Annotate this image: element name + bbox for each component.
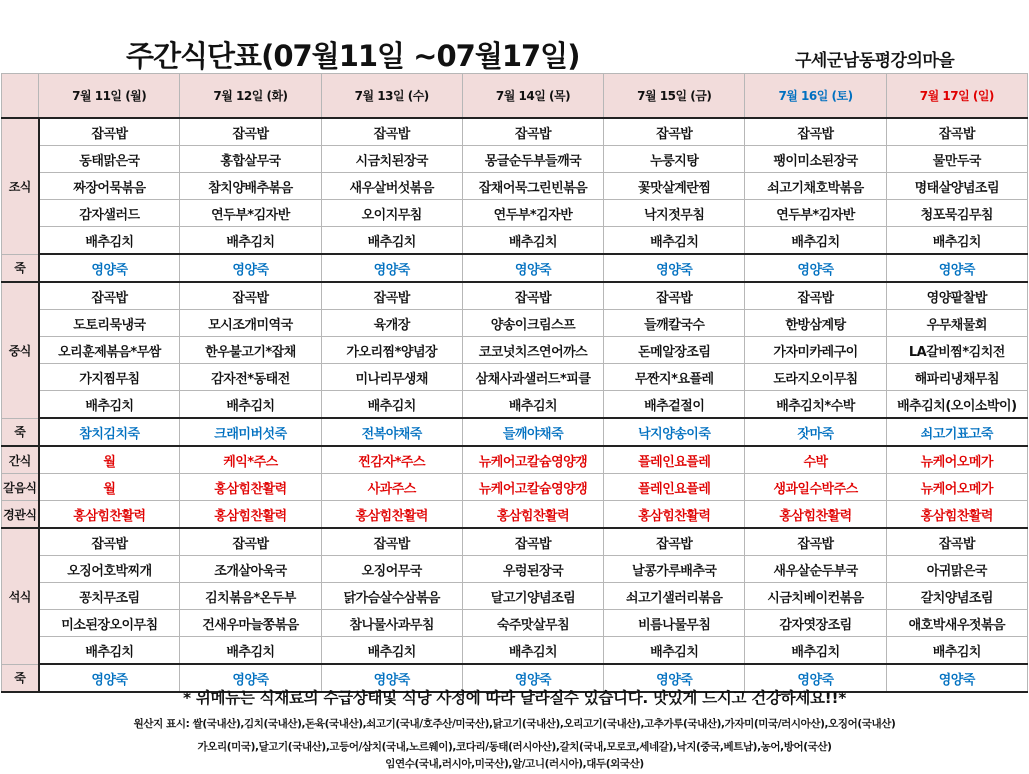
menu-cell: 뉴케어고칼슘영양갱 — [462, 446, 603, 474]
menu-cell: LA갈비찜*김치전 — [886, 337, 1027, 364]
notice-text: * 위메뉴는 식재료의 수급상태및 식당 사정에 따라 달라질수 있습니다. 맛있게 드시고 건강하세요!!* — [182, 689, 847, 707]
menu-cell: 갈치양념조림 — [886, 583, 1027, 610]
menu-cell: 가자미카레구이 — [745, 337, 886, 364]
menu-cell: 꽃맛살계란찜 — [604, 173, 745, 200]
menu-cell: 배추김치 — [462, 391, 603, 419]
menu-cell: 몽글순두부들깨국 — [462, 146, 603, 173]
menu-cell: 코코넛치즈연어까스 — [462, 337, 603, 364]
menu-cell: 청포묵김무침 — [886, 200, 1027, 227]
menu-cell: 무짠지*요플레 — [604, 364, 745, 391]
menu-cell: 배추김치 — [604, 227, 745, 255]
porridge-label: 죽 — [2, 664, 39, 692]
menu-cell: 물만두국 — [886, 146, 1027, 173]
lunch-row — [2, 337, 1028, 364]
menu-cell: 영양죽 — [604, 664, 745, 692]
snack-row — [2, 446, 1028, 474]
menu-cell: 잡곡밥 — [604, 282, 745, 310]
menu-cell: 도토리묵냉국 — [39, 310, 180, 337]
menu-cell: 육개장 — [321, 310, 462, 337]
menu-cell: 비름나물무침 — [604, 610, 745, 637]
menu-cell: 잡곡밥 — [462, 282, 603, 310]
menu-cell: 영양죽 — [462, 254, 603, 282]
menu-cell: 영양죽 — [886, 254, 1027, 282]
menu-cell: 달고기양념조림 — [462, 583, 603, 610]
day-header: 7월 13일 (수) — [321, 74, 462, 119]
dinner-row — [2, 637, 1028, 665]
menu-cell: 플레인요플레 — [604, 474, 745, 501]
menu-cell: 들깨칼국수 — [604, 310, 745, 337]
menu-cell: 조개살아욱국 — [180, 556, 321, 583]
menu-cell: 새우살순두부국 — [745, 556, 886, 583]
lunch-label: 중식 — [2, 282, 39, 418]
menu-cell: 우무채물회 — [886, 310, 1027, 337]
day-header: 7월 15일 (금) — [604, 74, 745, 119]
menu-cell: 배추김치 — [39, 227, 180, 255]
menu-cell: 배추김치*수박 — [745, 391, 886, 419]
menu-cell: 감자샐러드 — [39, 200, 180, 227]
lunch-row — [2, 310, 1028, 337]
day-header: 7월 14일 (목) — [462, 74, 603, 119]
menu-cell: 낙지양송이죽 — [604, 418, 745, 446]
menu-cell: 찐감자*주스 — [321, 446, 462, 474]
menu-cell: 홍합살무국 — [180, 146, 321, 173]
menu-cell: 배추김치 — [462, 637, 603, 665]
menu-cell: 참치양배추볶음 — [180, 173, 321, 200]
header-corner — [2, 74, 39, 119]
breakfast-row — [2, 146, 1028, 173]
breakfast-label: 조식 — [2, 118, 39, 254]
menu-cell: 잡곡밥 — [321, 282, 462, 310]
menu-cell: 수박 — [745, 446, 886, 474]
menu-cell: 영양죽 — [39, 664, 180, 692]
breakfast-porridge-row — [2, 254, 1028, 282]
dinner-row — [2, 528, 1028, 556]
menu-cell: 돈메알장조림 — [604, 337, 745, 364]
menu-cell: 오이지무침 — [321, 200, 462, 227]
menu-cell: 홍삼힘찬활력 — [321, 501, 462, 529]
menu-cell: 잡곡밥 — [745, 118, 886, 146]
menu-cell: 날콩가루배추국 — [604, 556, 745, 583]
menu-cell: 뉴케어오메가 — [886, 446, 1027, 474]
menu-cell: 건새우마늘쫑볶음 — [180, 610, 321, 637]
menu-cell: 미소된장오이무침 — [39, 610, 180, 637]
menu-cell: 누룽지탕 — [604, 146, 745, 173]
menu-cell: 팽이미소된장국 — [745, 146, 886, 173]
origin-line-1: 원산지 표시: 쌀(국내산),김치(국내산),돈육(국내산),쇠고기(국내/호주산/미국산),닭고기(국내산),오리고기(국내산),고추가루(국내산),가자미(미국/러시아산),오징어(국내산) — [133, 718, 896, 730]
day-header: 7월 12일 (화) — [180, 74, 321, 119]
menu-cell: 한방삼계탕 — [745, 310, 886, 337]
diabetic-label: 갈음식 — [2, 474, 39, 501]
menu-cell: 해파리냉채무침 — [886, 364, 1027, 391]
diabetic-row — [2, 474, 1028, 501]
page-title: 주간식단표(07월11일 ~07월17일) — [126, 39, 580, 73]
menu-cell: 잡곡밥 — [462, 528, 603, 556]
weekly-menu-table — [1, 73, 1028, 693]
menu-cell: 크래미버섯죽 — [180, 418, 321, 446]
menu-cell: 우렁된장국 — [462, 556, 603, 583]
menu-cell: 배추김치 — [886, 227, 1027, 255]
tube-label: 경관식 — [2, 501, 39, 529]
menu-cell: 배추김치(오이소박이) — [886, 391, 1027, 419]
dinner-row — [2, 610, 1028, 637]
breakfast-row — [2, 173, 1028, 200]
menu-cell: 들깨야채죽 — [462, 418, 603, 446]
menu-cell: 잡곡밥 — [180, 118, 321, 146]
menu-cell: 홍삼힘찬활력 — [886, 501, 1027, 529]
menu-cell: 짜장어묵볶음 — [39, 173, 180, 200]
menu-cell: 홍삼힘찬활력 — [745, 501, 886, 529]
menu-cell: 꽁치무조림 — [39, 583, 180, 610]
menu-cell: 명태살양념조림 — [886, 173, 1027, 200]
menu-cell: 배추김치 — [180, 637, 321, 665]
menu-cell: 쇠고기샐러리볶음 — [604, 583, 745, 610]
menu-cell: 배추김치 — [39, 391, 180, 419]
menu-cell: 영양죽 — [321, 254, 462, 282]
menu-cell: 시금치베이컨볶음 — [745, 583, 886, 610]
menu-cell: 양송이크림스프 — [462, 310, 603, 337]
menu-cell: 숙주맛살무침 — [462, 610, 603, 637]
menu-cell: 잡곡밥 — [180, 282, 321, 310]
menu-cell: 잡곡밥 — [604, 118, 745, 146]
menu-cell: 가지찜무침 — [39, 364, 180, 391]
lunch-row — [2, 282, 1028, 310]
menu-cell: 생과일수박주스 — [745, 474, 886, 501]
menu-cell: 영양죽 — [886, 664, 1027, 692]
menu-cell: 케익*주스 — [180, 446, 321, 474]
menu-cell: 영양죽 — [745, 664, 886, 692]
menu-cell: 배추김치 — [745, 637, 886, 665]
dinner-row — [2, 556, 1028, 583]
menu-cell: 동태맑은국 — [39, 146, 180, 173]
menu-cell: 전복야채죽 — [321, 418, 462, 446]
menu-cell: 김치볶음*온두부 — [180, 583, 321, 610]
menu-cell: 새우살버섯볶음 — [321, 173, 462, 200]
menu-cell: 잡곡밥 — [321, 118, 462, 146]
menu-cell: 잡곡밥 — [321, 528, 462, 556]
menu-cell: 홍삼힘찬활력 — [180, 501, 321, 529]
menu-cell: 오리훈제볶음*무쌈 — [39, 337, 180, 364]
day-header: 7월 17일 (일) — [886, 74, 1027, 119]
menu-cell: 연두부*김자반 — [180, 200, 321, 227]
menu-cell: 영양죽 — [180, 254, 321, 282]
dinner-row — [2, 583, 1028, 610]
menu-cell: 배추김치 — [321, 227, 462, 255]
dinner-label: 석식 — [2, 528, 39, 664]
menu-cell: 아귀맑은국 — [886, 556, 1027, 583]
menu-cell: 영양죽 — [462, 664, 603, 692]
breakfast-row — [2, 118, 1028, 146]
menu-cell: 애호박새우젓볶음 — [886, 610, 1027, 637]
menu-cell: 영양팥찰밥 — [886, 282, 1027, 310]
menu-cell: 잡곡밥 — [886, 118, 1027, 146]
menu-cell: 도라지오이무침 — [745, 364, 886, 391]
menu-cell: 사과주스 — [321, 474, 462, 501]
menu-cell: 낙지젓무침 — [604, 200, 745, 227]
menu-cell: 월 — [39, 446, 180, 474]
organization-name: 구세군남동평강의마을 — [795, 51, 955, 71]
menu-cell: 잡곡밥 — [745, 528, 886, 556]
lunch-porridge-row — [2, 418, 1028, 446]
lunch-row — [2, 391, 1028, 419]
menu-cell: 플레인요플레 — [604, 446, 745, 474]
menu-cell: 배추김치 — [321, 637, 462, 665]
header-row — [2, 74, 1028, 119]
porridge-label: 죽 — [2, 254, 39, 282]
menu-cell: 홍삼힘찬활력 — [180, 474, 321, 501]
menu-cell: 영양죽 — [180, 664, 321, 692]
menu-cell: 잡곡밥 — [180, 528, 321, 556]
breakfast-row — [2, 227, 1028, 255]
menu-cell: 배추김치 — [321, 391, 462, 419]
menu-cell: 홍삼힘찬활력 — [462, 501, 603, 529]
menu-cell: 감자엿장조림 — [745, 610, 886, 637]
menu-cell: 삼채사과샐러드*피클 — [462, 364, 603, 391]
breakfast-row — [2, 200, 1028, 227]
snack-label: 간식 — [2, 446, 39, 474]
menu-cell: 배추김치 — [745, 227, 886, 255]
menu-cell: 배추겉절이 — [604, 391, 745, 419]
menu-cell: 영양죽 — [321, 664, 462, 692]
menu-cell: 감자전*동태전 — [180, 364, 321, 391]
menu-cell: 배추김치 — [604, 637, 745, 665]
day-header: 7월 16일 (토) — [745, 74, 886, 119]
menu-cell: 쇠고기표고죽 — [886, 418, 1027, 446]
menu-cell: 배추김치 — [39, 637, 180, 665]
menu-cell: 뉴케어고칼슘영양갱 — [462, 474, 603, 501]
menu-cell: 잡곡밥 — [39, 528, 180, 556]
menu-cell: 잡곡밥 — [462, 118, 603, 146]
menu-cell: 연두부*김자반 — [462, 200, 603, 227]
menu-cell: 뉴케어오메가 — [886, 474, 1027, 501]
menu-cell: 배추김치 — [886, 637, 1027, 665]
origin-line-2: 가오리(미국),달고기(국내산),고등어/삼치(국내,노르웨이),코다리/동태(러시아산),갈치(국내,모로코,세네갈),낙지(중국,베트남),농어,방어(국산) — [197, 741, 832, 753]
menu-cell: 월 — [39, 474, 180, 501]
menu-cell: 잡채어묵그린빈볶음 — [462, 173, 603, 200]
menu-cell: 배추김치 — [180, 391, 321, 419]
menu-cell: 잣마죽 — [745, 418, 886, 446]
menu-cell: 시금치된장국 — [321, 146, 462, 173]
menu-cell: 모시조개미역국 — [180, 310, 321, 337]
menu-cell: 오징어호박찌개 — [39, 556, 180, 583]
menu-cell: 잡곡밥 — [604, 528, 745, 556]
menu-cell: 잡곡밥 — [39, 118, 180, 146]
menu-cell: 연두부*김자반 — [745, 200, 886, 227]
menu-cell: 참나물사과무침 — [321, 610, 462, 637]
menu-cell: 잡곡밥 — [886, 528, 1027, 556]
menu-cell: 미나리무생채 — [321, 364, 462, 391]
menu-cell: 잡곡밥 — [39, 282, 180, 310]
menu-cell: 영양죽 — [604, 254, 745, 282]
menu-cell: 영양죽 — [745, 254, 886, 282]
menu-cell: 참치김치죽 — [39, 418, 180, 446]
menu-cell: 잡곡밥 — [745, 282, 886, 310]
menu-cell: 닭가슴살수삼볶음 — [321, 583, 462, 610]
menu-cell: 배추김치 — [180, 227, 321, 255]
day-header: 7월 11일 (월) — [39, 74, 180, 119]
lunch-row — [2, 364, 1028, 391]
porridge-label: 죽 — [2, 418, 39, 446]
menu-cell: 배추김치 — [462, 227, 603, 255]
menu-cell: 오징어무국 — [321, 556, 462, 583]
tube-feed-row — [2, 501, 1028, 529]
menu-cell: 가오리찜*양념장 — [321, 337, 462, 364]
menu-cell: 한우불고기*잡채 — [180, 337, 321, 364]
menu-cell: 쇠고기채호박볶음 — [745, 173, 886, 200]
menu-cell: 영양죽 — [39, 254, 180, 282]
origin-line-3: 임연수(국내,러시아,미국산),알/고니(러시아),대두(외국산) — [385, 758, 644, 770]
menu-cell: 홍삼힘찬활력 — [604, 501, 745, 529]
menu-cell: 홍삼힘찬활력 — [39, 501, 180, 529]
